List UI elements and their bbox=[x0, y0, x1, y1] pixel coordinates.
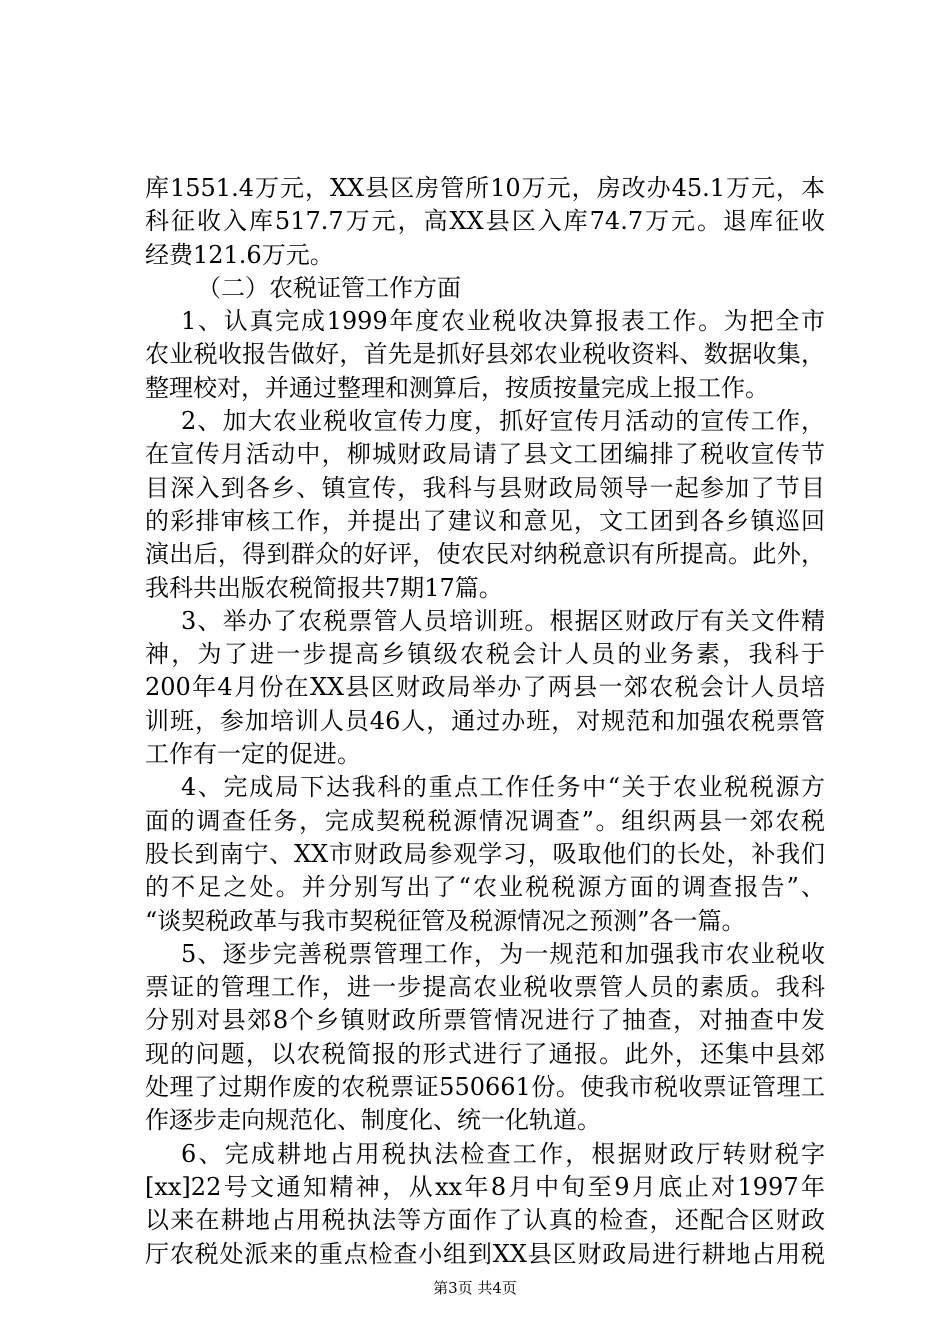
text-line: 整理校对，并通过整理和测算后，按质按量完成上报工作。 bbox=[145, 373, 769, 402]
text-line: 4、完成局下达我科的重点工作任务中“关于农业税税源方 bbox=[181, 773, 825, 802]
text-line: 票证的管理工作，进一步提高农业税收票管人员的素质。我科 bbox=[145, 973, 825, 1002]
text-line: 1、认真完成1999年度农业税收决算报表工作。为把全市 bbox=[181, 307, 825, 336]
text-line: 以来在耕地占用税执法等方面作了认真的检查，还配合区财政 bbox=[145, 1206, 825, 1235]
text-line: 5、逐步完善税票管理工作，为一规范和加强我市农业税收 bbox=[181, 939, 825, 968]
text-line: 现的问题，以农税简报的形式进行了通报。此外，还集中县郊 bbox=[145, 1039, 825, 1068]
text-line: “谈契税政革与我市契税征管及税源情况之预测”各一篇。 bbox=[145, 906, 746, 935]
text-line: 神，为了进一步提高乡镇级农税会计人员的业务素，我科于 bbox=[145, 640, 825, 669]
text-line: 农业税收报告做好，首先是抓好县郊农业税收资料、数据收集， bbox=[145, 340, 825, 369]
text-line: 6、完成耕地占用税执法检查工作，根据财政厅转财税字 bbox=[181, 1139, 825, 1168]
text-line: 股长到南宁、XX市财政局参观学习，吸取他们的长处，补我们 bbox=[145, 839, 825, 868]
text-line: 演出后，得到群众的好评，使农民对纳税意识有所提高。此外， bbox=[145, 540, 825, 569]
text-line: 3、举办了农税票管人员培训班。根据区财政厅有关文件精 bbox=[181, 606, 825, 635]
text-line: 作逐步走向规范化、制度化、统一化轨道。 bbox=[145, 1106, 601, 1135]
document-body bbox=[145, 172, 825, 1271]
text-line: 库1551.4万元，XX县区房管所10万元，房改办45.1万元，本 bbox=[145, 174, 825, 202]
text-line: 分别对县郊8个乡镇财政所票管情况进行了抽查，对抽查中发 bbox=[145, 1006, 825, 1035]
page-footer: 第3页 共4页 bbox=[433, 1279, 517, 1297]
text-line: 面的调查任务，完成契税税源情况调查”。组织两县一郊农税 bbox=[145, 806, 825, 835]
text-line: 经费121.6万元。 bbox=[145, 240, 334, 269]
text-line: 的彩排审核工作，并提出了建议和意见，文工团到各乡镇巡回 bbox=[145, 506, 825, 535]
text-line: 训班，参加培训人员46人，通过办班，对规范和加强农税票管 bbox=[145, 706, 825, 735]
text-line: [xx]22号文通知精神，从xx年8月中旬至9月底止对1997年 bbox=[145, 1172, 825, 1201]
text-line: 科征收入库517.7万元，高XX县区入库74.7万元。退库征收 bbox=[145, 207, 825, 236]
text-line: 厅农税处派来的重点检查小组到XX县区财政局进行耕地占用税 bbox=[145, 1239, 825, 1268]
text-line: （二）农税证管工作方面 bbox=[197, 273, 461, 302]
text-line: 我科共出版农税简报共7期17篇。 bbox=[145, 573, 503, 602]
text-line: 目深入到各乡、镇宣传，我科与县财政局领导一起参加了节目 bbox=[145, 473, 825, 502]
text-line: 在宣传月活动中，柳城财政局请了县文工团编排了税收宣传节 bbox=[145, 440, 825, 469]
text-line: 200年4月份在XX县区财政局举办了两县一郊农税会计人员培 bbox=[145, 673, 825, 702]
text-line: 处理了过期作废的农税票证550661份。使我市税收票证管理工 bbox=[145, 1073, 825, 1102]
text-line: 2、加大农业税收宣传力度，抓好宣传月活动的宣传工作， bbox=[181, 407, 825, 436]
text-line: 的不足之处。并分别写出了“农业税税源方面的调查报告”、 bbox=[145, 873, 825, 902]
text-line: 工作有一定的促进。 bbox=[145, 740, 361, 769]
